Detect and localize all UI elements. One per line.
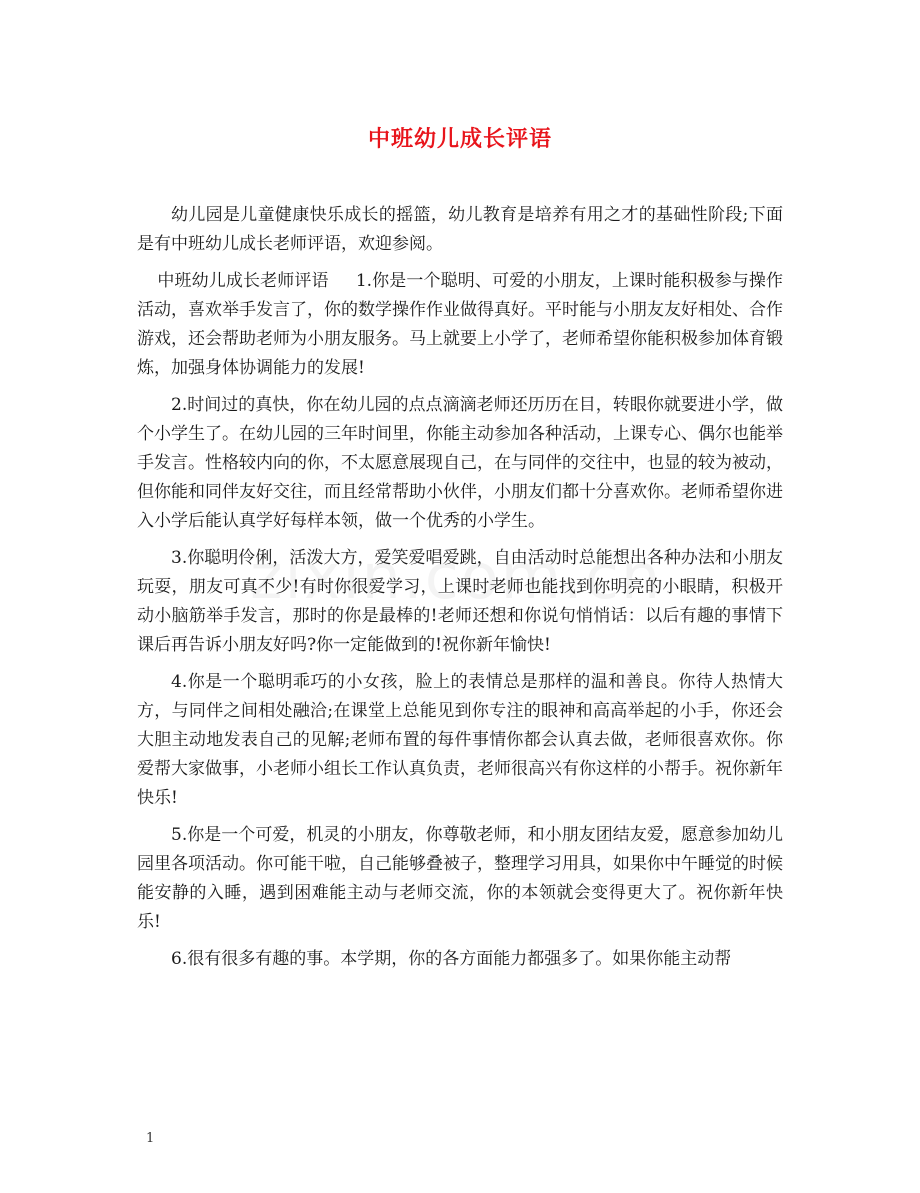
paragraph-1-text: 1.你是一个聪明、可爱的小朋友，上课时能积极参与操作活动，喜欢举手发言了，你的数学操作作业做得真好。平时能与小朋友友好相处、合作游戏，还会帮助老师为小朋友服务。马上就要上小学了，老师希望你能积极参加体育锻炼，加强身体协调能力的发展! xyxy=(137,271,784,378)
paragraph-2: 2.时间过的真快，你在幼儿园的点点滴滴老师还历历在目，转眼你就要进小学，做个小学生了。在幼儿园的三年时间里，你能主动参加各种活动，上课专心、偶尔也能举手发言。性格较内向的你，不太愿意展现自己，在与同伴的交往中，也显的较为被动，但你能和同伴友好交往，而且经常帮助小伙伴，小朋友们都十分喜欢你。老师希望你进入小学后能认真学好每样本领，做一个优秀的小学生。 xyxy=(137,395,783,531)
paragraph-4: 4.你是一个聪明乖巧的小女孩，脸上的表情总是那样的温和善良。你待人热情大方，与同伴之间相处融洽;在课堂上总能见到你专注的眼神和高高举起的小手，你还会大胆主动地发表自己的见解;老师布置的每件事情你都会认真去做，老师很喜欢你。你爱帮大家做事，小老师小组长工作认真负责，老师很高兴有你这样的小帮手。祝你新年快乐! xyxy=(137,672,783,808)
paragraph-6: 6.很有很多有趣的事。本学期，你的各方面能力都强多了。如果你能主动帮 xyxy=(171,949,732,969)
intro-paragraph: 幼儿园是儿童健康快乐成长的摇篮，幼儿教育是培养有用之才的基础性阶段;下面是有中班幼儿成长老师评语，欢迎参阅。 xyxy=(137,205,783,254)
document-title: 中班幼儿成长评语 xyxy=(367,126,552,152)
paragraph-5: 5.你是一个可爱，机灵的小朋友，你尊敬老师，和小朋友团结友爱，愿意参加幼儿园里各项活动。你可能干啦，自己能够叠被子，整理学习用具，如果你中午睡觉的时候能安静的入睡，遇到困难能主动与老师交流，你的本领就会变得更大了。祝你新年快乐! xyxy=(137,825,783,932)
document-body xyxy=(137,201,783,982)
paragraph-3: 3.你聪明伶俐，活泼大方，爱笑爱唱爱跳，自由活动时总能想出各种办法和小朋友玩耍，朋友可真不少!有时你很爱学习，上课时老师也能找到你明亮的小眼睛，积极开动小脑筋举手发言，那时的你是最棒的!老师还想和你说句悄悄话：以后有趣的事情下课后再告诉小朋友好吗?你一定能做到的!祝你新年愉快! xyxy=(137,548,783,655)
section-paragraph-1 xyxy=(137,267,783,383)
section-heading: 中班幼儿成长老师评语 xyxy=(157,271,329,291)
page-number: 1 xyxy=(146,1131,155,1146)
